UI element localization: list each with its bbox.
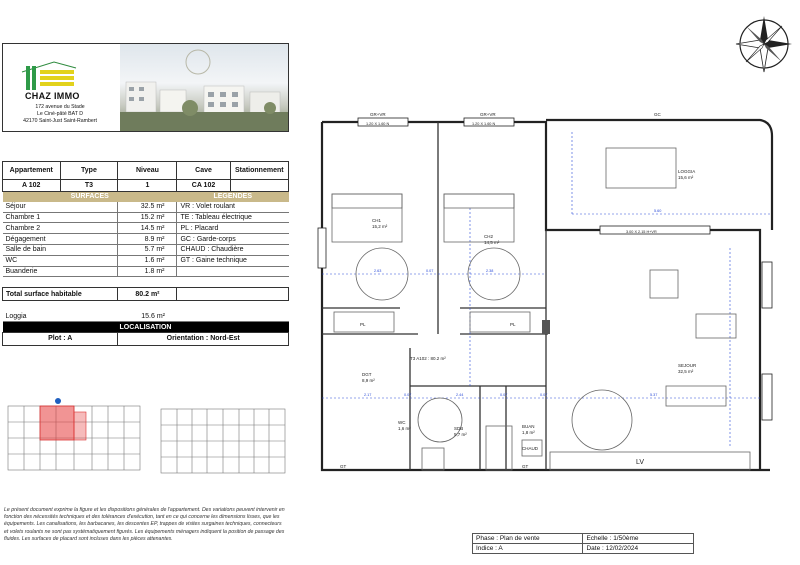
legend-item: CHAUD : Chaudière — [177, 244, 289, 255]
table-row — [473, 534, 694, 544]
address-line: 42170 Saint-Just Saint-Rambert — [23, 118, 97, 124]
plot-label: Plot : — [48, 335, 66, 343]
room-label: LOGGIA — [678, 169, 696, 174]
table-row — [3, 202, 289, 212]
cell: T3 — [60, 180, 118, 192]
total-row — [3, 288, 289, 301]
table-values-row — [3, 180, 289, 192]
address-line: Le Ciné-pâté BAT D — [37, 111, 83, 117]
gt-label: GT — [340, 464, 347, 469]
room-label: CH2 — [484, 234, 494, 239]
col-header: Niveau — [118, 162, 177, 180]
lv-label: LV — [636, 459, 645, 466]
window-label: 1.20 X 1.60 N — [472, 122, 496, 126]
placard-label: PL — [360, 322, 366, 327]
table-row — [473, 544, 694, 554]
dimension-label: 2.63 — [374, 269, 382, 273]
surface-label: Chambre 2 — [3, 223, 118, 234]
title-block — [472, 533, 694, 554]
total-label: Total surface habitable — [3, 288, 118, 301]
surface-label: Buanderie — [3, 266, 118, 277]
surface-value: 15.2 m² — [118, 212, 177, 223]
plot-value: A — [67, 335, 73, 343]
grvr-label: GR+VR — [370, 112, 386, 117]
room-label: DGT — [362, 372, 372, 377]
building-rendering — [120, 44, 288, 131]
room-area: 15,6 m² — [678, 175, 694, 180]
surface-label: Chambre 1 — [3, 212, 118, 223]
loggia-value: 15.6 m² — [118, 311, 177, 321]
surface-label: Séjour — [3, 202, 118, 212]
legend-item: GC : Garde-corps — [177, 234, 289, 245]
table-row — [3, 266, 289, 277]
col-header: Stationnement — [230, 162, 288, 180]
cell: A 102 — [3, 180, 61, 192]
room-label: SEJOUR — [678, 363, 697, 368]
table-row — [3, 244, 289, 255]
room-area: 8,9 m² — [362, 378, 375, 383]
cell: CA 102 — [177, 180, 230, 192]
room-area: 32,5 m² — [678, 369, 694, 374]
localisation-title: LOCALISATION — [3, 322, 289, 333]
room-area: 14,5 m² — [484, 240, 500, 245]
window-label: 3.00 X 2.15 H+VR — [626, 230, 657, 234]
orientation-value: Nord-Est — [210, 335, 240, 343]
surface-label: WC — [3, 255, 118, 266]
table-row — [3, 223, 289, 234]
window-label: 1.20 X 1.60 N — [366, 122, 390, 126]
index-cell: Indice : A — [473, 544, 583, 554]
surface-value: 14.5 m² — [118, 223, 177, 234]
location-map — [157, 405, 289, 478]
surface-value: 8.9 m² — [118, 234, 177, 245]
scale-cell: Echelle : 1/50ème — [583, 534, 694, 544]
legend-item: VR : Volet roulant — [177, 202, 289, 212]
dimension-label: 5.37 — [650, 393, 658, 397]
brand-name: CHAZ IMMO — [25, 91, 80, 101]
loggia-row — [3, 311, 289, 321]
date-cell: Date : 12/02/2024 — [583, 544, 694, 554]
location-map-highlighted — [4, 398, 142, 478]
gc-label: GC — [654, 112, 661, 117]
localisation-row — [3, 332, 289, 345]
room-area: 1,8 m² — [522, 430, 535, 435]
dimension-label: 0.07 — [426, 269, 434, 273]
dimension-label: 2.38 — [486, 269, 494, 273]
room-label: BUAN — [522, 424, 535, 429]
room-label: WC — [398, 420, 406, 425]
address-line: 172 avenue du Stade — [35, 104, 85, 110]
cell — [230, 180, 288, 192]
grvr-label: GR+VR — [480, 112, 496, 117]
legend-item: TE : Tableau électrique — [177, 212, 289, 223]
col-header: Appartement — [3, 162, 61, 180]
localisation-header-row — [3, 322, 289, 333]
placard-label: PL — [510, 322, 516, 327]
total-value: 80.2 m² — [118, 288, 177, 301]
brand-address — [4, 104, 116, 125]
table-header-row — [3, 162, 289, 180]
surface-value: 1.8 m² — [118, 266, 177, 277]
dimension-label: 0.07 — [404, 393, 412, 397]
room-label: SDB — [454, 426, 464, 431]
orientation-label: Orientation : — [166, 335, 209, 343]
dimension-label: 0.07 — [500, 393, 508, 397]
disclaimer-text: Le présent document exprime la figure et les dispositions générales de l'appartement. Des variations peuvent intervenir en fonction des nécessités techniques et des tolérances d'exécution, tant en ce qui concerne les dimensions lisses, que les équipements. Les canalisations, les barbacanes, les descentes EP, trappes de visites surgaines techniques, connecteurs et volets roulants ne sont pas systématiquement figurés. Les équipements ménagers indiquent la position de passage des fluides. Les surfaces de placard sont incluses dans les pièces attenantes. — [4, 507, 285, 542]
cell: 1 — [118, 180, 177, 192]
dimension-label: 5.60 — [654, 209, 662, 213]
legendes-title: LEGENDES — [177, 192, 289, 202]
apartment-table — [2, 161, 289, 346]
legend-item: PL : Placard — [177, 223, 289, 234]
dimension-label: 2.44 — [456, 393, 464, 397]
surface-label: Dégagement — [3, 234, 118, 245]
room-area: 15,2 m² — [372, 224, 388, 229]
col-header: Cave — [177, 162, 230, 180]
apartment-label: T3 A102 : 80.2 m² — [410, 356, 446, 361]
section-header-row — [3, 192, 289, 202]
chaz-immo-logo — [20, 60, 78, 92]
legend-item: GT : Gaine technique — [177, 255, 289, 266]
phase-cell: Phase : Plan de vente — [473, 534, 583, 544]
table-row — [3, 234, 289, 245]
surface-value: 32.5 m² — [118, 202, 177, 212]
room-area: 1,6 m² — [398, 426, 411, 431]
floor-plan — [310, 108, 790, 488]
chaud-label: CHAUD — [522, 446, 539, 451]
table-row — [3, 212, 289, 223]
surface-value: 1.6 m² — [118, 255, 177, 266]
surfaces-title: SURFACES — [3, 192, 177, 202]
room-area: 5,7 m² — [454, 432, 467, 437]
surface-label: Salle de bain — [3, 244, 118, 255]
compass-rose-icon — [734, 14, 794, 74]
gt-label: GT — [522, 464, 529, 469]
dimension-label: 2.17 — [364, 393, 372, 397]
loggia-label: Loggia — [3, 311, 118, 321]
surface-value: 5.7 m² — [118, 244, 177, 255]
table-row — [3, 255, 289, 266]
col-header: Type — [60, 162, 118, 180]
dimension-label: 0.07 — [540, 393, 548, 397]
room-label: CH1 — [372, 218, 382, 223]
